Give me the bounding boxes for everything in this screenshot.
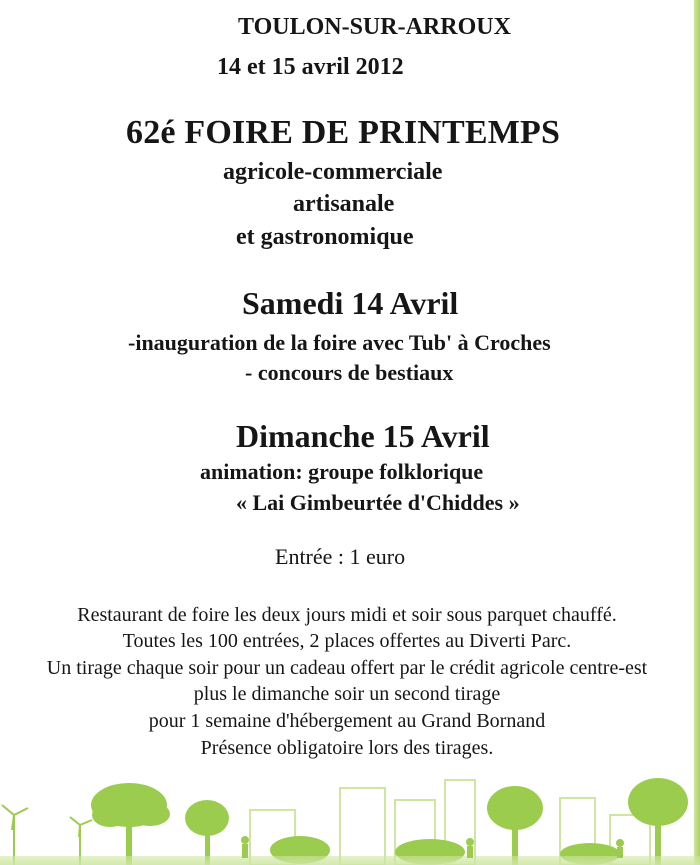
green-skyline-illustration	[0, 770, 700, 865]
saturday-heading: Samedi 14 Avril	[242, 285, 459, 321]
sunday-item: animation: groupe folklorique	[200, 459, 484, 484]
town-name: TOULON-SUR-ARROUX	[238, 14, 511, 40]
saturday-item: - concours de bestiaux	[245, 360, 454, 385]
saturday-item: -inauguration de la foire avec Tub' à Croches	[128, 330, 551, 355]
green-page-border	[694, 0, 700, 865]
event-dates: 14 et 15 avril 2012	[217, 54, 404, 80]
entry-price: Entrée : 1 euro	[275, 544, 406, 569]
fair-subtitle-2: artisanale	[293, 191, 395, 217]
info-line: Un tirage chaque soir pour un cadeau offert par le crédit agricole centre-est	[46, 657, 648, 679]
sunday-heading: Dimanche 15 Avril	[236, 418, 490, 454]
ground-band	[0, 856, 700, 865]
info-line: Restaurant de foire les deux jours midi et soir sous parquet chauffé.	[77, 604, 617, 626]
sunday-item: « Lai Gimbeurtée d'Chiddes »	[236, 490, 520, 515]
info-line: Toutes les 100 entrées, 2 places offertes au Diverti Parc.	[122, 630, 572, 652]
info-line: plus le dimanche soir un second tirage	[193, 683, 501, 705]
fair-title: 62é FOIRE DE PRINTEMPS	[126, 114, 561, 151]
fair-subtitle-3: et gastronomique	[236, 224, 414, 250]
info-line: Présence obligatoire lors des tirages.	[200, 737, 494, 759]
tree-icon	[91, 778, 688, 865]
info-line: pour 1 semaine d'hébergement au Grand Bornand	[148, 710, 546, 732]
fair-subtitle-1: agricole-commerciale	[223, 159, 443, 185]
